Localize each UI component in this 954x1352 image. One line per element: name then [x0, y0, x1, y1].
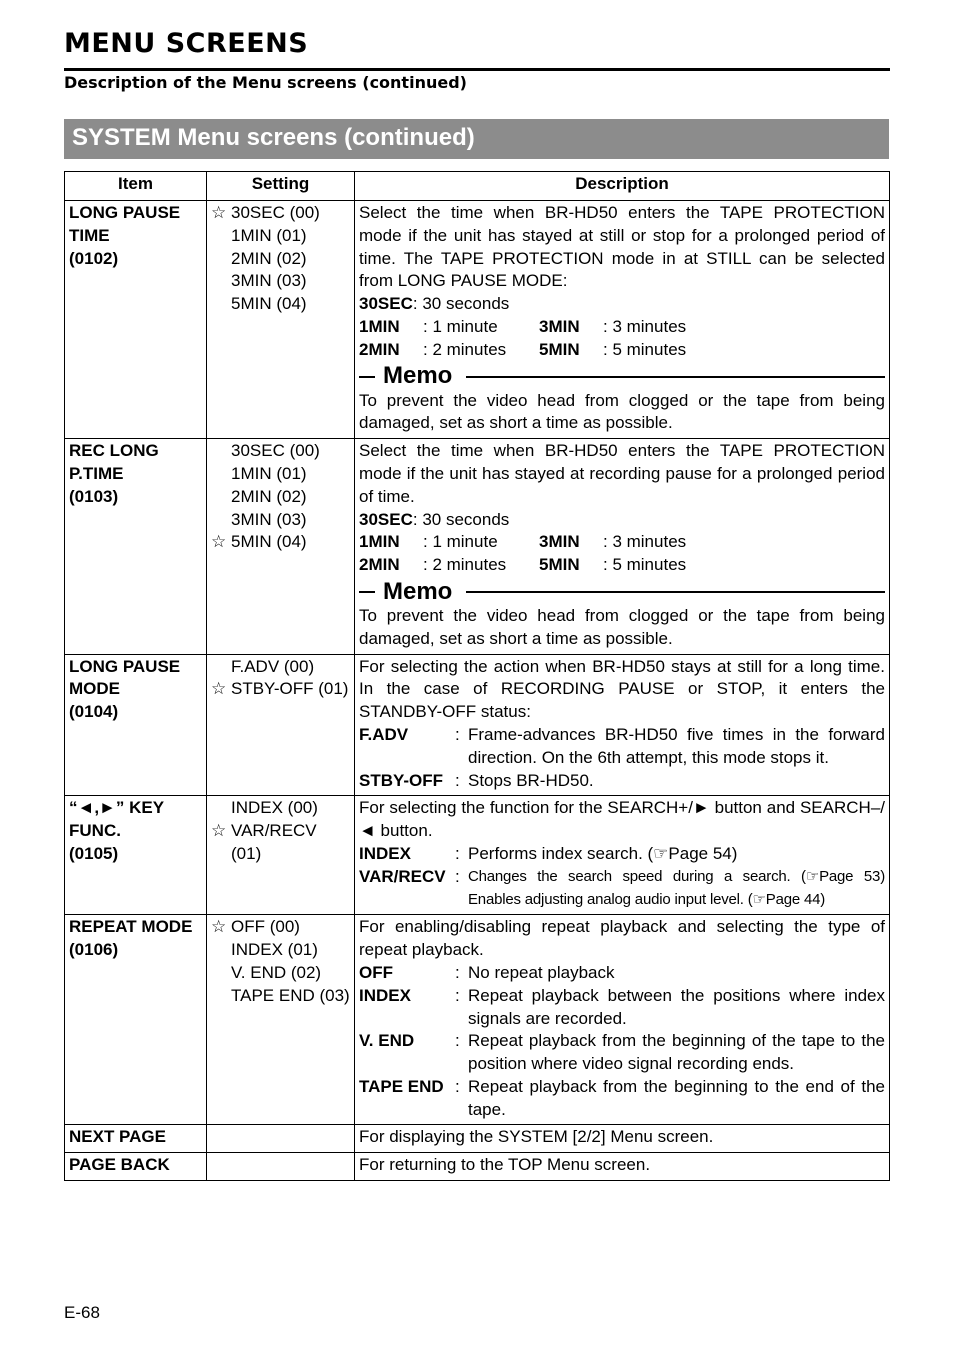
setting-option-label: INDEX (00) — [231, 798, 318, 818]
colon-separator: : — [455, 770, 460, 790]
column-header-setting: Setting — [207, 172, 355, 201]
item-label-line: TIME — [69, 225, 110, 245]
setting-option-label: STBY-OFF (01) — [231, 679, 349, 699]
colon-separator: : — [455, 1031, 460, 1051]
item-label-line: (0104) — [69, 702, 119, 722]
table-row — [65, 439, 890, 654]
item-cell — [65, 1125, 207, 1153]
value-pair-row — [359, 316, 885, 339]
setting-option-label: 30SEC (00) — [231, 441, 320, 461]
memo-text: To prevent the video head from clogged or the tape from being damaged, set as short a time as possible. — [359, 390, 885, 433]
setting-option — [211, 440, 352, 463]
setting-option — [211, 202, 352, 225]
description-intro: Select the time when BR-HD50 enters the TAPE PROTECTION mode if the unit has stayed at still or stop for a prolonged period of time. The TAPE PROTECTION mode in at STILL can be selected from LONG PAUSE MODE: — [359, 203, 885, 291]
value-key: 30SEC — [359, 509, 413, 529]
value-key: 1MIN — [359, 316, 400, 336]
setting-option-label: 3MIN (03) — [231, 271, 307, 291]
memo-rule — [466, 591, 885, 593]
item-label-line: (0102) — [69, 248, 119, 268]
description-cell — [355, 1125, 890, 1153]
colon-separator: : — [455, 866, 460, 886]
value-text: Repeat playback from the beginning to the end of the tape. — [468, 1076, 885, 1119]
setting-option — [211, 248, 352, 271]
item-label-line: FUNC. — [69, 821, 121, 841]
value-text: Frame-advances BR-HD50 five times in the forward direction. On the 6th attempt, this mode stops it. — [468, 724, 885, 767]
value-definition — [359, 985, 885, 1031]
default-star-icon — [211, 463, 231, 486]
value-key: 30SEC — [359, 294, 413, 314]
value-definition — [359, 770, 885, 793]
item-label-line: (0106) — [69, 940, 119, 960]
setting-option — [211, 293, 352, 316]
page-subtitle: Description of the Menu screens (continued) — [64, 73, 467, 92]
item-label-line: PAGE BACK — [69, 1155, 170, 1175]
page-title: MENU SCREENS — [64, 28, 309, 59]
setting-option — [211, 962, 352, 985]
item-label-line: NEXT PAGE — [69, 1127, 166, 1147]
setting-option — [211, 678, 352, 701]
default-star-icon — [211, 293, 231, 316]
description-intro: For selecting the action when BR-HD50 stays at still for a long time. In the case of RECORDING PAUSE or STOP, it enters the STANDBY-OFF status: — [359, 656, 885, 722]
setting-option — [211, 225, 352, 248]
default-star-icon: ☆ — [211, 917, 227, 938]
value-text: : 2 minutes — [423, 555, 507, 575]
item-label-line: REPEAT MODE — [69, 917, 193, 937]
memo-text: To prevent the video head from clogged or the tape from being damaged, set as short a time as possible. — [359, 605, 885, 648]
item-cell — [65, 439, 207, 654]
value-key: OFF — [359, 962, 393, 982]
value-text: : 1 minute — [423, 316, 498, 336]
item-label-line: LONG PAUSE — [69, 203, 181, 222]
value-text: : 3 minutes — [603, 316, 687, 336]
setting-option-label: OFF (00) — [231, 917, 300, 937]
value-pair-row — [359, 531, 885, 554]
memo-dash — [359, 376, 375, 378]
colon-separator: : — [455, 985, 460, 1005]
default-star-icon — [211, 939, 231, 962]
colon-separator: : — [455, 962, 460, 982]
memo-dash — [359, 591, 375, 593]
item-label-line: (0103) — [69, 486, 119, 506]
description-intro: For returning to the TOP Menu screen. — [359, 1155, 651, 1175]
default-star-icon: ☆ — [211, 203, 227, 223]
value-key: V. END — [359, 1031, 415, 1051]
value-key: 2MIN — [359, 555, 400, 575]
value-text: : 2 minutes — [423, 339, 507, 359]
table-row — [65, 654, 890, 796]
memo-heading — [359, 579, 885, 605]
item-label-line: MODE — [69, 679, 120, 699]
value-definition — [359, 509, 885, 532]
description-cell — [355, 1153, 890, 1181]
default-star-icon: ☆ — [211, 821, 227, 842]
setting-option-label: (01) — [231, 843, 262, 863]
value-definition — [359, 724, 885, 770]
value-key: INDEX — [359, 985, 411, 1005]
description-cell — [355, 654, 890, 796]
setting-option — [211, 486, 352, 509]
value-key: 3MIN — [539, 532, 580, 552]
value-key: INDEX — [359, 843, 411, 863]
table-row — [65, 201, 890, 439]
default-star-icon — [211, 985, 231, 1008]
value-key: F.ADV — [359, 724, 409, 744]
default-star-icon — [211, 797, 231, 820]
setting-cell — [207, 1153, 355, 1181]
item-label-line: “◄,►” KEY — [69, 798, 165, 818]
item-label-line: REC LONG — [69, 441, 159, 461]
colon-separator: : — [455, 724, 460, 744]
value-key: 5MIN — [539, 339, 580, 359]
item-label-line: (0105) — [69, 843, 119, 863]
memo-heading — [359, 364, 885, 390]
value-text: Repeat playback between the positions where index signals are recorded. — [468, 985, 885, 1028]
value-definition — [359, 962, 885, 985]
table-row — [65, 915, 890, 1125]
item-cell — [65, 201, 207, 439]
description-intro: Select the time when BR-HD50 enters the TAPE PROTECTION mode if the unit has stayed at recording pause for a prolonged period of time. — [359, 441, 885, 506]
setting-option — [211, 916, 352, 939]
value-key: VAR/RECV — [359, 866, 446, 886]
value-definition — [359, 1030, 885, 1076]
value-definition — [359, 866, 885, 912]
setting-option — [211, 463, 352, 486]
setting-option — [211, 270, 352, 293]
value-definition — [359, 293, 885, 316]
column-header-item: Item — [65, 172, 207, 201]
setting-option-label: 5MIN (04) — [231, 294, 307, 314]
default-star-icon — [211, 248, 231, 271]
title-rule — [64, 68, 890, 71]
value-text: : 3 minutes — [603, 532, 687, 552]
value-text: Repeat playback from the beginning of the tape to the position where video signal recording ends. — [468, 1031, 885, 1074]
memo-rule — [466, 376, 885, 378]
setting-option — [211, 509, 352, 532]
item-cell — [65, 796, 207, 915]
setting-option-label: INDEX (01) — [231, 940, 318, 960]
value-pair-row — [359, 339, 885, 362]
setting-cell — [207, 1125, 355, 1153]
description-intro: For selecting the function for the SEARCH+/► button and SEARCH–/◄ button. — [359, 798, 885, 841]
setting-cell — [207, 915, 355, 1125]
value-definition — [359, 843, 885, 866]
setting-cell — [207, 439, 355, 654]
setting-option-label: 2MIN (02) — [231, 486, 307, 506]
menu-table — [64, 171, 890, 1181]
value-text: Changes the search speed during a search. (☞Page 53) Enables adjusting analog audio input level. (☞Page 44) — [468, 867, 885, 908]
colon-separator: : — [455, 1076, 460, 1096]
value-key: 5MIN — [539, 555, 580, 575]
table-row — [65, 796, 890, 915]
value-key: 2MIN — [359, 339, 400, 359]
setting-cell — [207, 201, 355, 439]
setting-option-label: 30SEC (00) — [231, 203, 320, 222]
setting-option — [211, 656, 352, 679]
description-intro: For enabling/disabling repeat playback and selecting the type of repeat playback. — [359, 917, 885, 960]
setting-option-label: 2MIN (02) — [231, 248, 307, 268]
setting-option-label: 5MIN (04) — [231, 532, 307, 552]
item-cell — [65, 654, 207, 796]
default-star-icon — [211, 509, 231, 532]
item-cell — [65, 1153, 207, 1181]
setting-option-label: F.ADV (00) — [231, 656, 315, 676]
value-text: No repeat playback — [468, 962, 615, 982]
item-label-line: P.TIME — [69, 463, 124, 483]
table-body — [65, 201, 890, 1181]
item-cell — [65, 915, 207, 1125]
default-star-icon: ☆ — [211, 532, 227, 553]
default-star-icon — [211, 656, 231, 679]
value-key: 3MIN — [539, 316, 580, 336]
value-key: TAPE END — [359, 1076, 444, 1096]
setting-cell — [207, 654, 355, 796]
default-star-icon — [211, 270, 231, 293]
default-star-icon — [211, 962, 231, 985]
default-star-icon — [211, 225, 231, 248]
setting-option — [211, 797, 352, 820]
setting-option-label: 1MIN (01) — [231, 463, 307, 483]
description-cell — [355, 915, 890, 1125]
table-row — [65, 1125, 890, 1153]
setting-option-label: 3MIN (03) — [231, 509, 307, 529]
value-text: : 1 minute — [423, 532, 498, 552]
value-text: : 5 minutes — [603, 555, 687, 575]
default-star-icon — [211, 440, 231, 463]
value-text: : 30 seconds — [412, 294, 510, 314]
colon-separator: : — [455, 843, 460, 863]
value-key: STBY-OFF — [359, 770, 444, 790]
memo-label: Memo — [383, 577, 453, 605]
value-definition — [359, 1076, 885, 1122]
section-heading: SYSTEM Menu screens (continued) — [64, 119, 889, 159]
setting-option — [211, 985, 352, 1008]
value-pair-row — [359, 554, 885, 577]
description-intro: For displaying the SYSTEM [2/2] Menu screen. — [359, 1127, 714, 1147]
setting-option-label: VAR/RECV — [231, 821, 317, 841]
setting-option-label: 1MIN (01) — [231, 225, 307, 245]
setting-cell — [207, 796, 355, 915]
default-star-icon — [211, 843, 231, 866]
table-header-row — [65, 172, 890, 201]
value-text: : 30 seconds — [412, 509, 510, 529]
memo-label: Memo — [383, 362, 453, 390]
value-text: : 5 minutes — [603, 339, 687, 359]
setting-option — [211, 820, 352, 843]
value-text: Performs index search. (☞Page 54) — [468, 843, 738, 863]
default-star-icon: ☆ — [211, 679, 227, 700]
setting-option — [211, 939, 352, 962]
setting-option — [211, 843, 352, 866]
description-cell — [355, 439, 890, 654]
page-number: E-68 — [64, 1303, 100, 1322]
description-cell — [355, 796, 890, 915]
value-text: Stops BR-HD50. — [468, 770, 594, 790]
description-cell — [355, 201, 890, 439]
item-label-line: LONG PAUSE — [69, 656, 181, 676]
default-star-icon — [211, 486, 231, 509]
setting-option — [211, 531, 352, 554]
setting-option-label: TAPE END (03) — [231, 985, 350, 1005]
column-header-description: Description — [355, 172, 890, 201]
setting-option-label: V. END (02) — [231, 962, 322, 982]
value-key: 1MIN — [359, 532, 400, 552]
table-row — [65, 1153, 890, 1181]
